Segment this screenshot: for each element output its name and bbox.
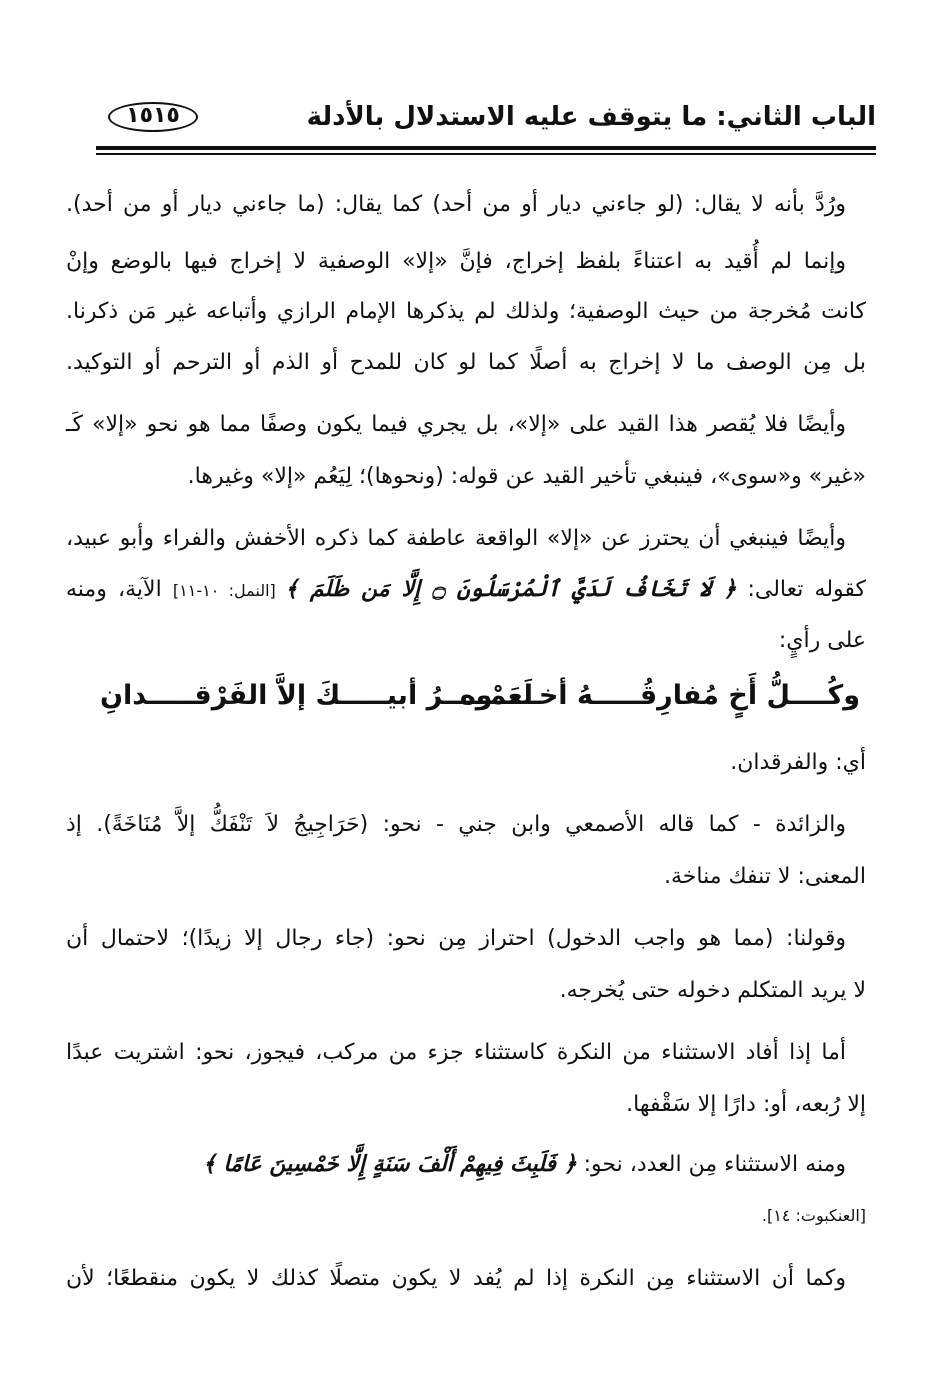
page-number: ١٥١٥ <box>108 102 198 132</box>
header-rule-thick <box>96 146 876 150</box>
quran-intro: كقوله تعالى: <box>736 577 867 602</box>
text-line-10: والزائدة - كما قاله الأصمعي وابن جني - نحو: (حَرَاجِيجُ لاَ تَنْفَكُّ إلاَّ مُنَاخَةً). إذ <box>66 812 846 837</box>
text-line-3: كانت مُخرجة من حيث الوصفية؛ ولذلك لم يذكرها الإمام الرازي وأتباعه غير مَن ذكرنا. <box>66 299 866 324</box>
quran-verse-line <box>66 573 866 608</box>
quran-verse: ﴿ لَا تَخَافُ لَدَيَّ ٱلْمُرْسَلُونَ ۝ إِلَّا مَن ظَلَمَ ﴾ <box>285 577 737 602</box>
text-line-16: وكما أن الاستثناء مِن النكرة إذا لم يُفد لا يكون متصلًا كذلك لا يكون منقطعًا؛ لأن <box>66 1266 846 1291</box>
text-line-9: أي: والفرقدان. <box>730 750 866 775</box>
text-line-8: على رأيٍ: <box>778 628 866 653</box>
quran2-citation: [العنكبوت: ١٤]. <box>761 1206 866 1225</box>
quran2-intro: ومنه الاستثناء مِن العدد، نحو: <box>576 1152 846 1177</box>
chapter-title: الباب الثاني: ما يتوقف عليه الاستدلال بالأدلة <box>306 102 876 132</box>
text-line-4: بل مِن الوصف ما لا إخراج به أصلًا كما لو كان للمدح أو الذم أو الترحم أو التوكيد. <box>66 350 866 375</box>
text-line-5: وأيضًا فلا يُقصر هذا القيد على «إلا»، بل يجري فيما يكون وصفًا مما هو نحو «إلا» كَـ <box>66 412 846 437</box>
quran-verse-line-2 <box>66 1148 846 1182</box>
poetry-verse <box>100 676 860 720</box>
text-line-14: أما إذا أفاد الاستثناء من النكرة كاستثناء جزء من مركب، فيجوز، نحو: اشتريت عبدًا <box>66 1040 846 1065</box>
header-rule-thin <box>96 153 876 155</box>
running-header <box>96 96 876 142</box>
text-line-12: وقولنا: (مما هو واجب الدخول) احتراز مِن نحو: (جاء رجال إلا زيدًا)؛ لاحتمال أن <box>66 926 846 951</box>
quran-after: الآية، ومنه <box>66 577 173 602</box>
poetry-second-hemistich: لَعَمْـــــرُ أبيـــــكَ إلاَّ الفَرْقـــــدانِ <box>100 680 534 711</box>
text-line-11: المعنى: لا تنفك مناخة. <box>663 864 866 889</box>
text-line-15: إلا رُبعه، أو: دارًا إلا سَقْفها. <box>626 1092 866 1117</box>
text-line-2: وإنما لم أُقيد به اعتناءً بلفظ إخراج، فإنَّ «إلا» الوصفية لا إخراج فيها بالوضع وإنْ <box>66 249 846 274</box>
text-line-13: لا يريد المتكلم دخوله حتى يُخرجه. <box>559 978 866 1003</box>
poetry-first-hemistich: وكُــــلُّ أَخٍ مُفارِقُـــــهُ أخـــــوه <box>459 680 860 711</box>
quran-citation: [النمل: ١٠-١١] <box>172 581 286 600</box>
quran2-citation-line <box>66 1198 866 1233</box>
quran2-verse: ﴿ فَلَبِثَ فِيهِمْ أَلْفَ سَنَةٍ إِلَّا خَمْسِينَ عَامًا ﴾ <box>202 1152 577 1177</box>
text-line-6: «غير» و«سوى»، فينبغي تأخير القيد عن قوله: (ونحوها)؛ لِيَعُم «إلا» وغيرها. <box>187 464 866 489</box>
text-line-1: ورُدَّ بأنه لا يقال: (لو جاءني ديار أو من أحد) كما يقال: (ما جاءني ديار أو من أحد). <box>66 192 846 217</box>
text-line-7: وأيضًا فينبغي أن يحترز عن «إلا» الواقعة عاطفة كما ذكره الأخفش والفراء وأبو عبيد، <box>66 526 846 551</box>
